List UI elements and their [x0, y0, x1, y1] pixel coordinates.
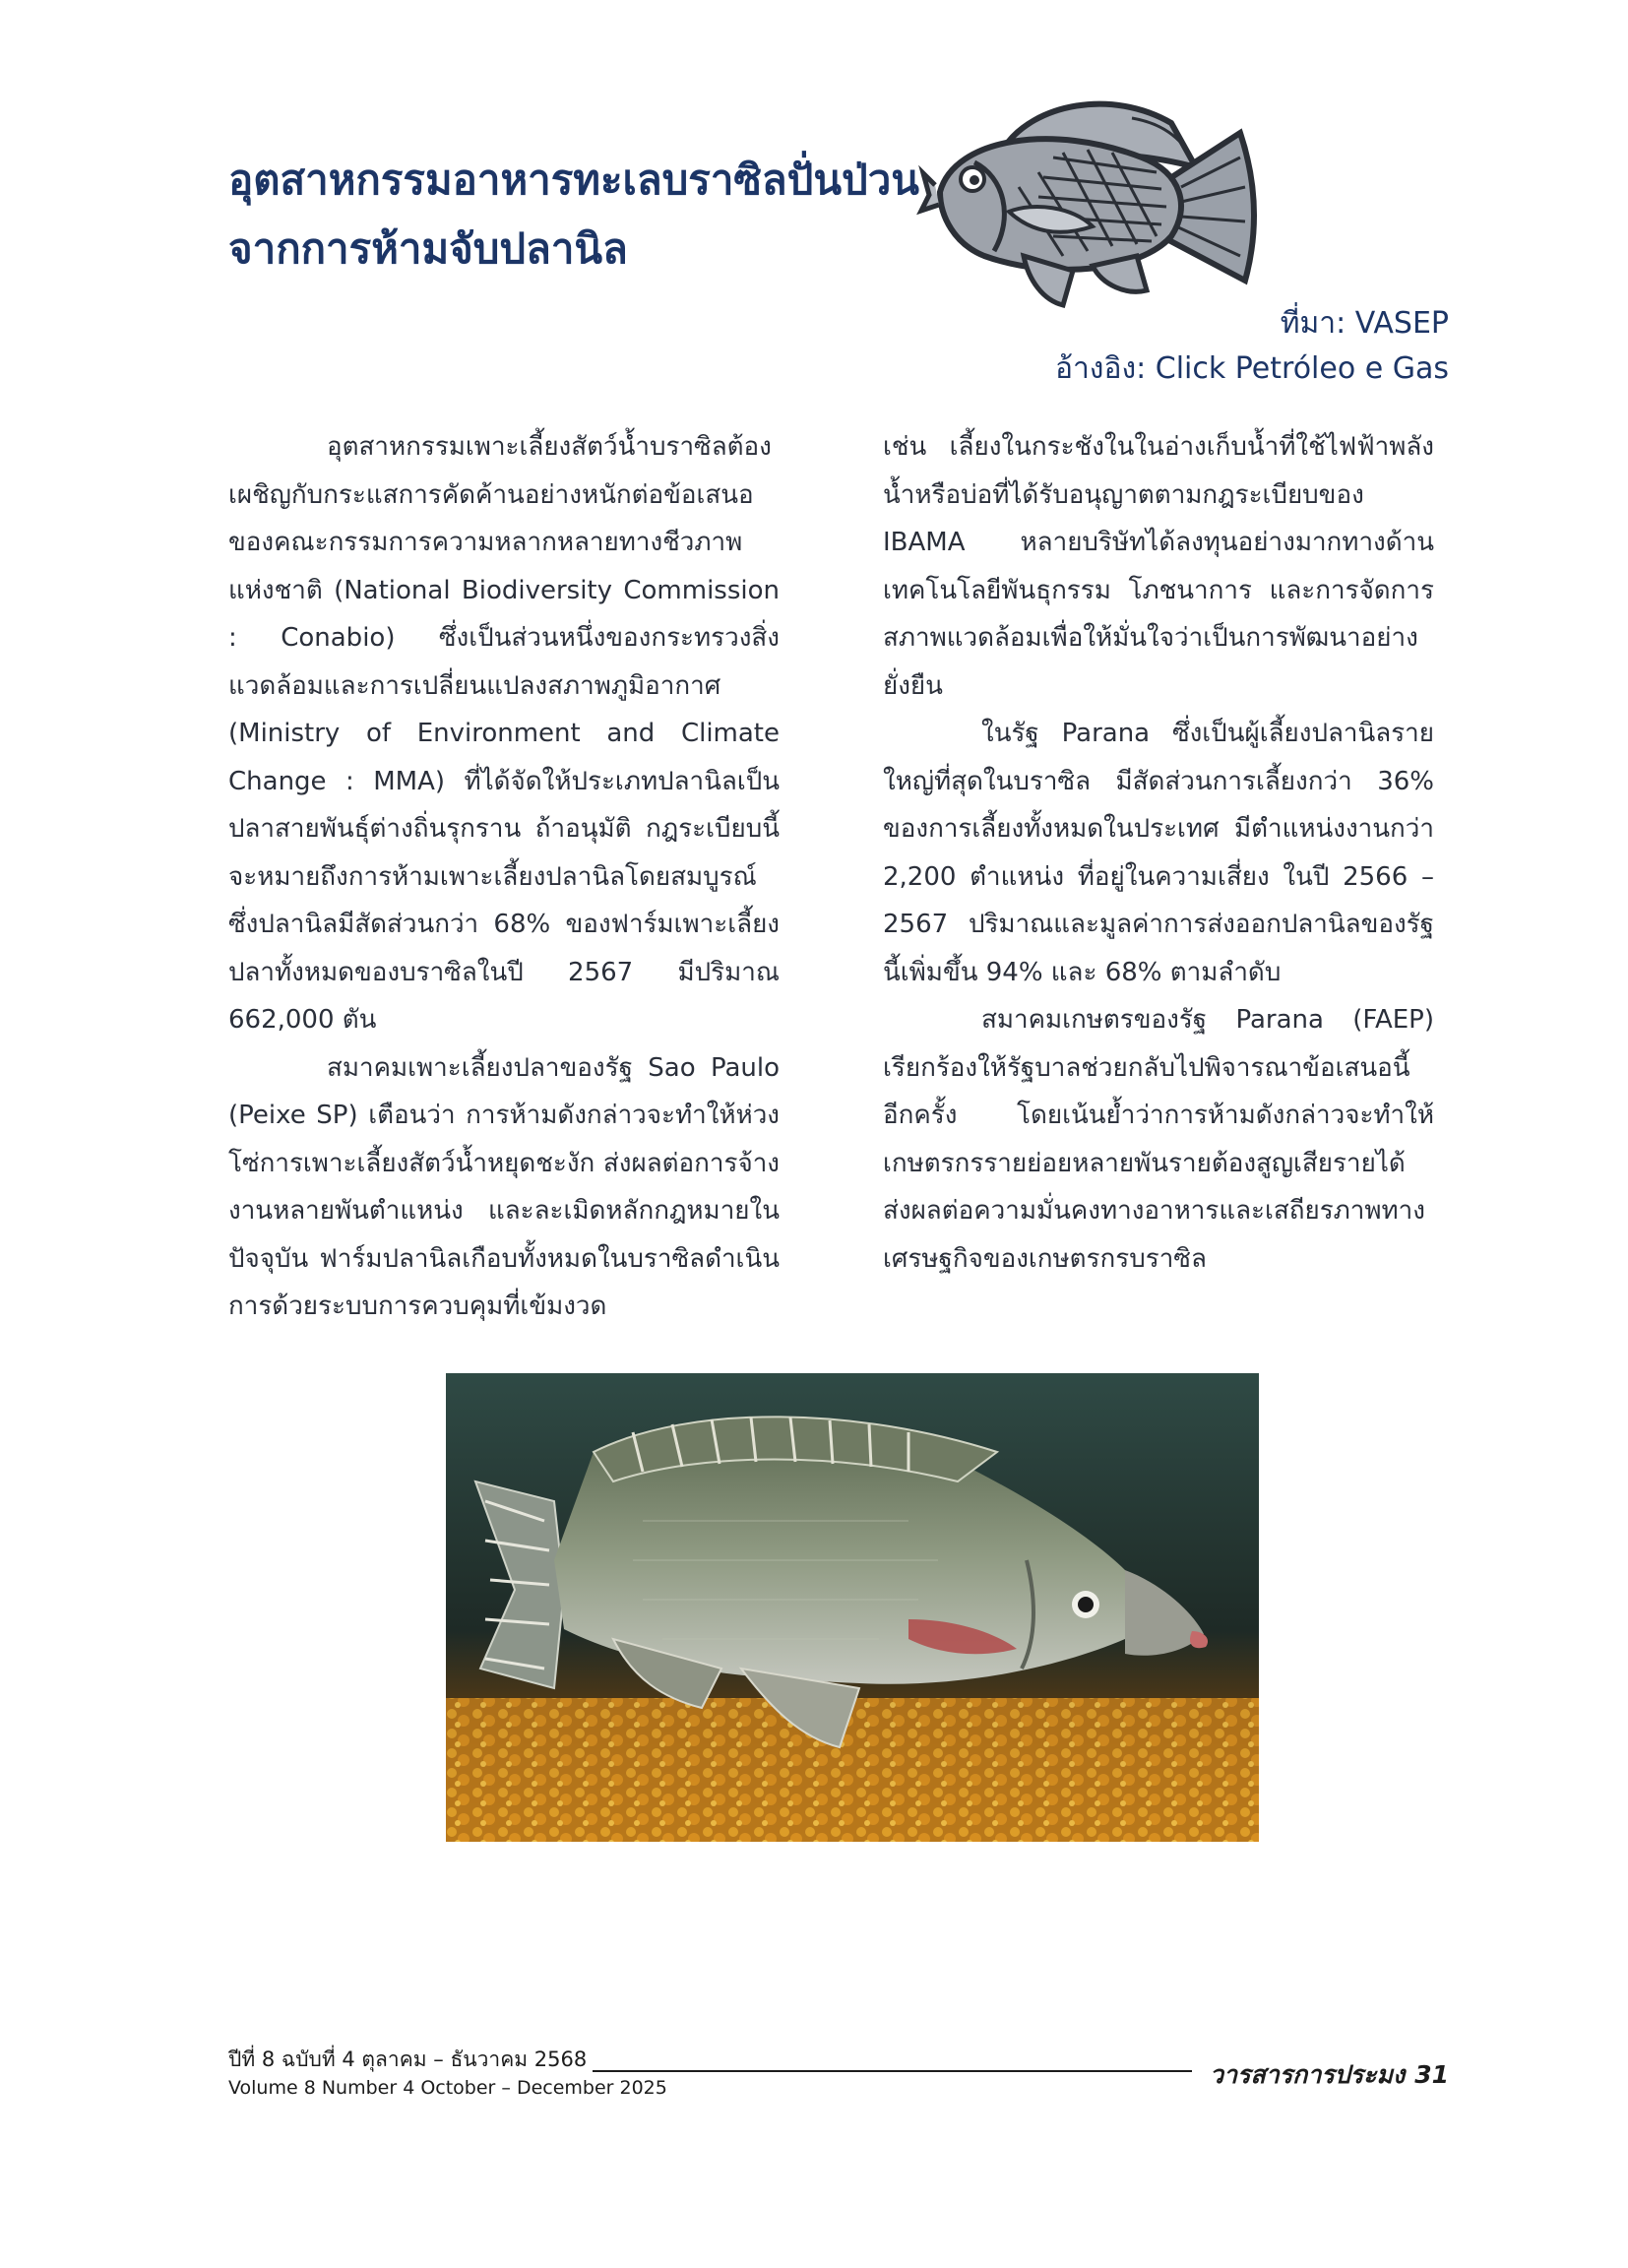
page-number: 31	[1414, 2060, 1449, 2089]
body-column-right	[883, 423, 1434, 1283]
tilapia-illustration	[915, 79, 1280, 320]
footer-journal	[1192, 2055, 1449, 2095]
tilapia-photo	[446, 1373, 1259, 1842]
paragraph: อุตสาหกรรมเพาะเลี้ยงสัตว์น้ำบราซิลต้องเผชิญกับกระแสการคัดค้านอย่างหนักต่อข้อเสนอของคณะกรรมการความหลากหลายทางชีวภาพแห่งชาติ (National Biodiversity Commission : Conabio) ซึ่งเป็นส่วนหนึ่งของกระทรวงสิ่งแวดล้อมและการเปลี่ยนแปลงสภาพภูมิอากาศ (Ministry of Environment and Climate Change : MMA) ที่ได้จัดให้ประเภทปลานิลเป็นปลาสายพันธุ์ต่างถิ่นรุกราน ถ้าอนุมัติ กฎระเบียบนี้จะหมายถึงการห้ามเพาะเลี้ยงปลานิลโดยสมบูรณ์ ซึ่งปลานิลมีสัดส่วนกว่า 68% ของฟาร์มเพาะเลี้ยงปลาทั้งหมดของบราซิลในปี 2567 มีปริมาณ 662,000 ตัน	[228, 432, 780, 1035]
article-title	[228, 146, 976, 284]
source-block	[1055, 301, 1449, 392]
paragraph: สมาคมเกษตรของรัฐ Parana (FAEP) เรียกร้องให้รัฐบาลช่วยกลับไปพิจารณาข้อเสนอนี้อีกครั้ง โดยเน้นย้ำว่าการห้ามดังกล่าวจะทำให้เกษตรกรรายย่อยหลายพันรายต้องสูญเสียรายได้ ส่งผลต่อความมั่นคงทางอาหารและเสถียรภาพทางเศรษฐกิจของเกษตรกรบราซิล	[883, 1005, 1434, 1274]
paragraph: สมาคมเพาะเลี้ยงปลาของรัฐ Sao Paulo (Peixe SP) เตือนว่า การห้ามดังกล่าวจะทำให้ห่วงโซ่การเพาะเลี้ยงสัตว์น้ำหยุดชะงัก ส่งผลต่อการจ้างงานหลายพันตำแหน่ง และละเมิดหลักกฎหมายในปัจจุบัน ฟาร์มปลานิลเกือบทั้งหมดในบราซิลดำเนินการด้วยระบบการควบคุมที่เข้มงวด	[228, 1052, 780, 1321]
journal-name: วารสารการประมง	[1209, 2060, 1406, 2089]
source-text: ที่มา: VASEP	[1280, 306, 1449, 341]
footer-issue-english: Volume 8 Number 4 October – December 2025	[228, 2077, 667, 2099]
article-title-line-1: อุตสาหกรรมอาหารทะเลบราซิลปั่นป่วน	[228, 156, 919, 204]
article-title-line-2: จากการห้ามจับปลานิล	[228, 224, 628, 273]
paragraph: เช่น เลี้ยงในกระชังในในอ่างเก็บน้ำที่ใช้ไฟฟ้าพลังน้ำหรือบ่อที่ได้รับอนุญาตตามกฎระเบียบของ IBAMA หลายบริษัทได้ลงทุนอย่างมากทางด้านเทคโนโลยีพันธุกรรม โภชนาการ และการจัดการสภาพแวดล้อมเพื่อให้มั่นใจว่าเป็นการพัฒนาอย่างยั่งยืน	[883, 432, 1434, 701]
body-column-left	[228, 423, 780, 1331]
paragraph: ในรัฐ Parana ซึ่งเป็นผู้เลี้ยงปลานิลรายใหญ่ที่สุดในบราซิล มีสัดส่วนการเลี้ยงกว่า 36% ของการเลี้ยงทั้งหมดในประเทศ มีตำแหน่งงานกว่า 2,200 ตำแหน่ง ที่อยู่ในความเสี่ยง ในปี 2566 – 2567 ปริมาณและมูลค่าการส่งออกปลานิลของรัฐนี้เพิ่มขึ้น 94% และ 68% ตามลำดับ	[883, 719, 1434, 987]
reference-text: อ้างอิง: Click Petróleo e Gas	[1054, 351, 1449, 386]
footer-issue-thai: ปีที่ 8 ฉบับที่ 4 ตุลาคม – ธันวาคม 2568	[228, 2044, 593, 2076]
